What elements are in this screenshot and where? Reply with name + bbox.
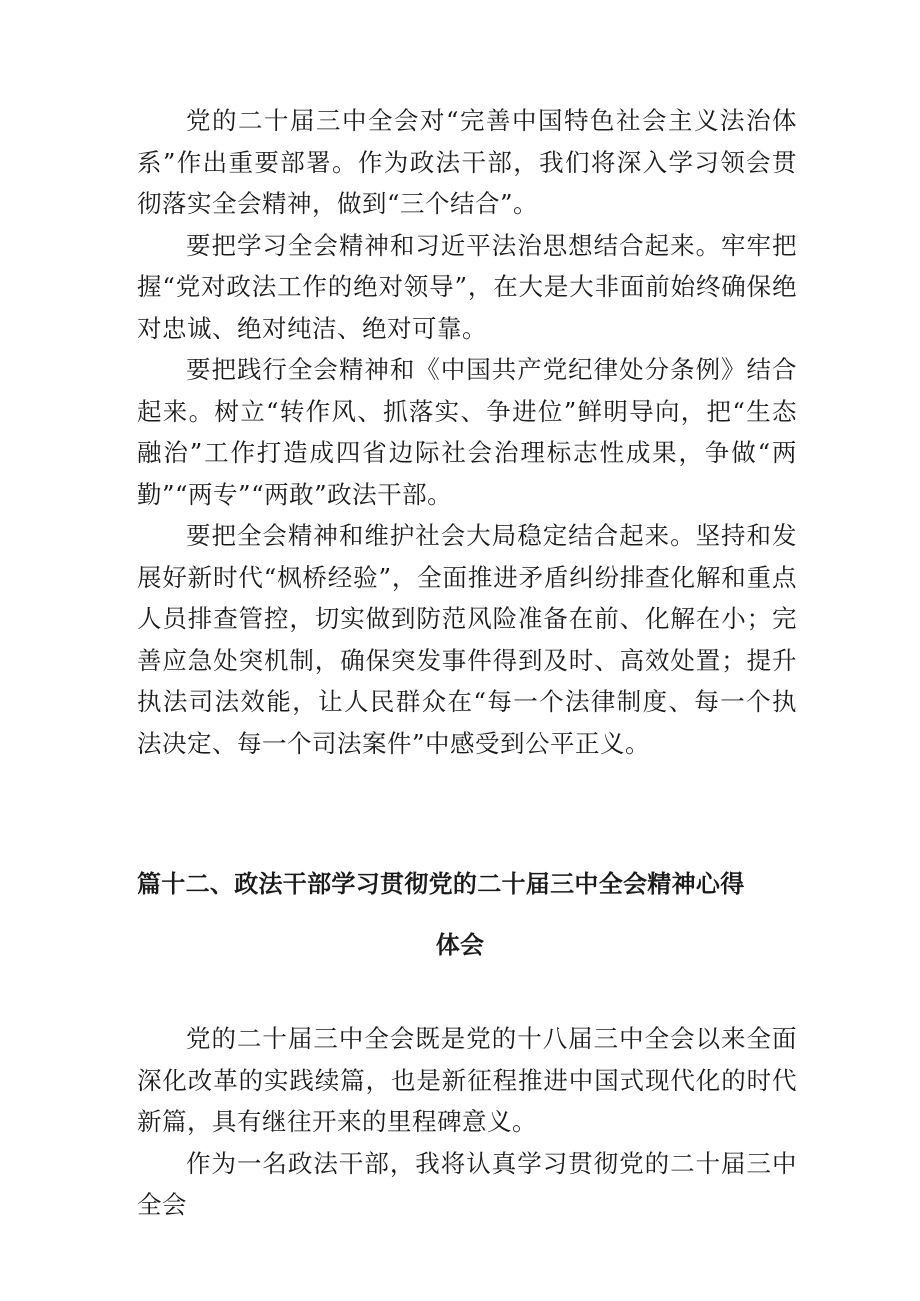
section-heading-continued: 体会 <box>435 931 485 959</box>
section-heading: 篇十二、政法干部学习贯彻党的二十届三中全会精神心得 <box>137 870 745 898</box>
paragraph: 党的二十届三中全会对“完善中国特色社会主义法治体系”作出重要部署。作为政法干部，我们将深入学习领会贯彻落实全会精神，做到“三个结合”。 <box>137 106 797 218</box>
paragraph: 作为一名政法干部，我将认真学习贯彻党的二十届三中全会 <box>137 1148 797 1219</box>
paragraph: 党的二十届三中全会既是党的十八届三中全会以来全面深化改革的实践续篇，也是新征程推进中国式现代化的时代新篇，具有继往开来的里程碑意义。 <box>137 1024 797 1136</box>
paragraph: 要把全会精神和维护社会大局稳定结合起来。坚持和发展好新时代“枫桥经验”，全面推进矛盾纠纷排查化解和重点人员排查管控，切实做到防范风险准备在前、化解在小；完善应急处突机制，确保突发事件得到及时、高效处置；提升执法司法效能，让人民群众在“每一个法律制度、每一个执法决定、每一个司法案件”中感受到公平正义。 <box>137 521 797 758</box>
document-section-2 <box>137 1018 797 1226</box>
document-section-1 <box>137 100 797 764</box>
paragraph: 要把学习全会精神和习近平法治思想结合起来。牢牢把握“党对政法工作的绝对领导”，在大是大非面前始终确保绝对忠诚、绝对纯洁、绝对可靠。 <box>137 230 797 343</box>
paragraph: 要把践行全会精神和《中国共产党纪律处分条例》结合起来。树立“转作风、抓落实、争进位”鲜明导向，把“生态融治”工作打造成四省边际社会治理标志性成果，争做“两勤”“两专”“两敢”政法干部。 <box>137 355 797 509</box>
